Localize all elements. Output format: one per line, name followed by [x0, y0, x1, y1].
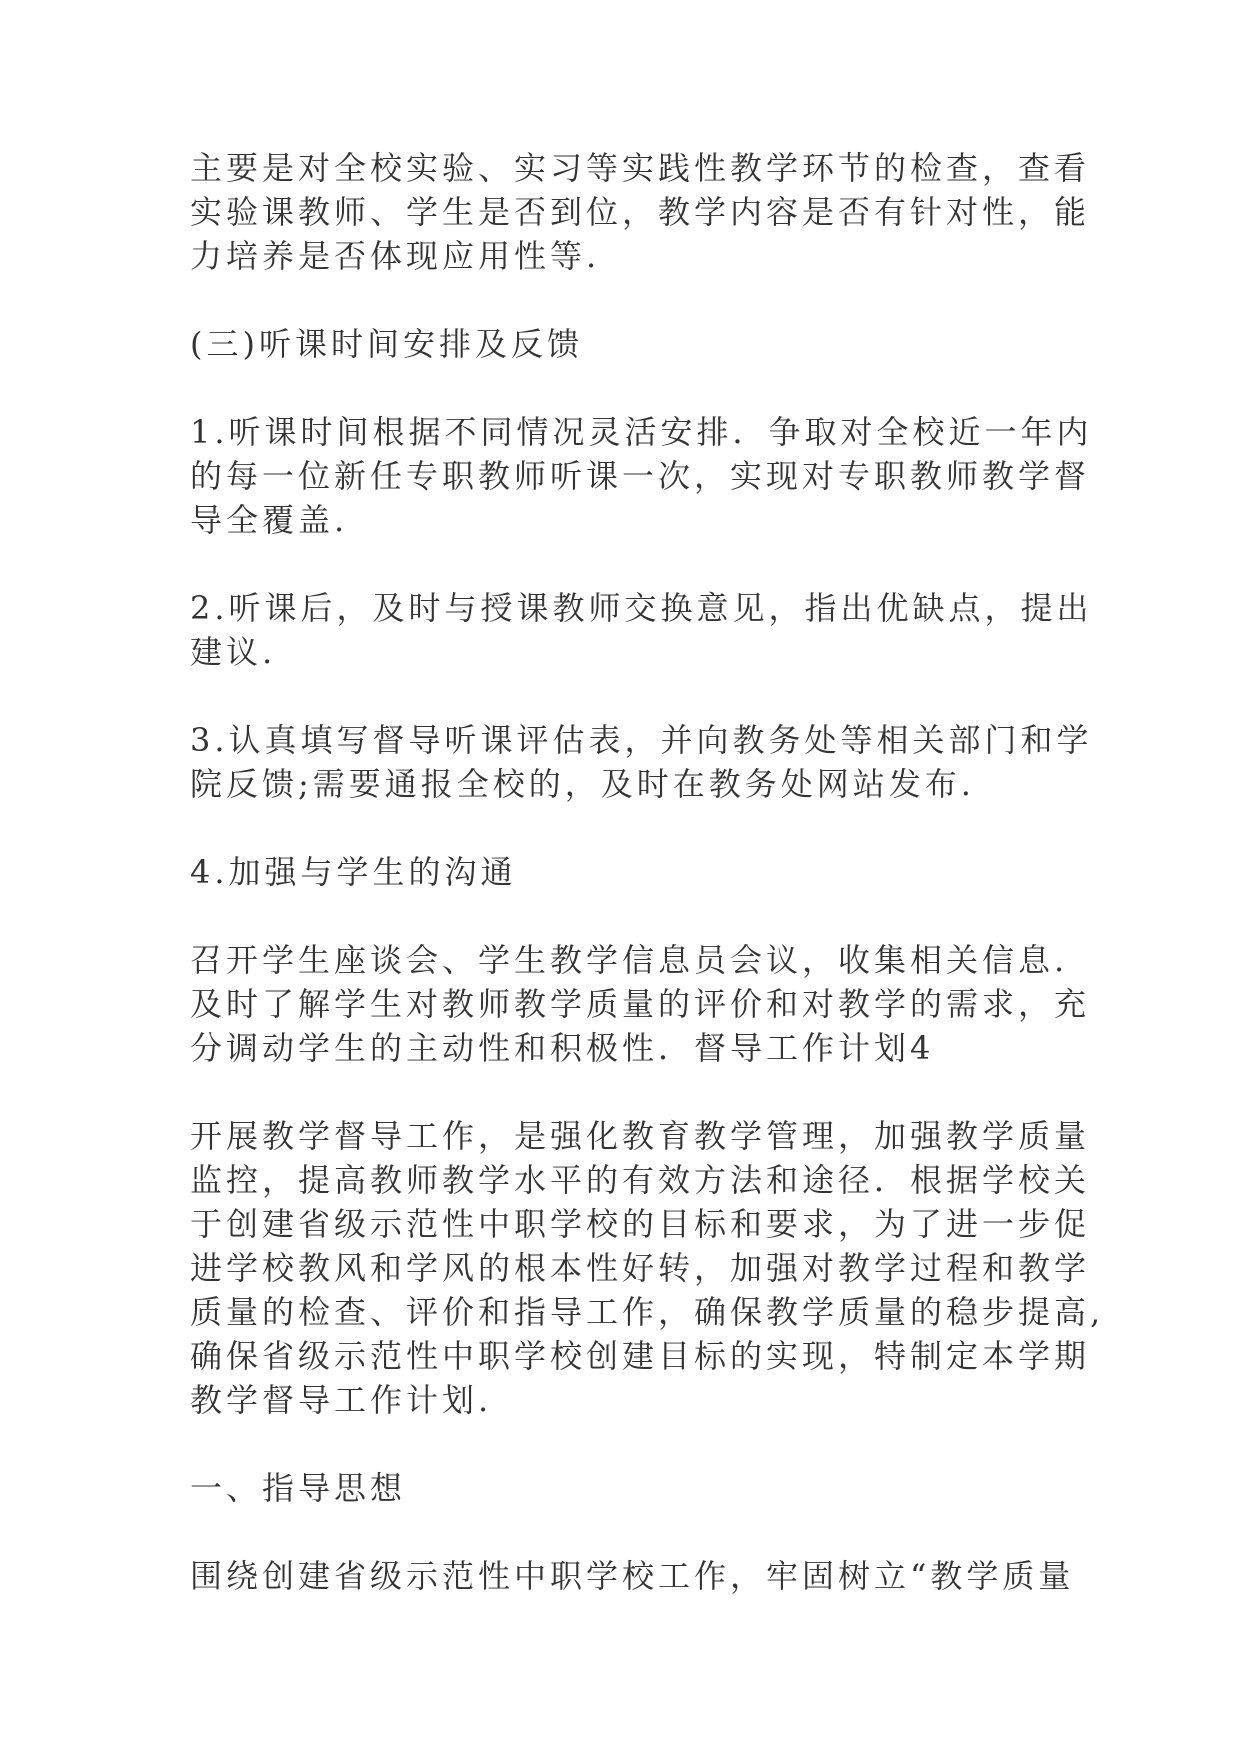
- paragraph: [190, 718, 1093, 806]
- text-line: 力培养是否体现应用性等.: [190, 237, 601, 275]
- paragraph: [190, 586, 1093, 674]
- text-line: 开展教学督导工作，是强化教育教学管理，加强教学质量: [190, 1117, 1091, 1155]
- text-line: 的每一位新任专职教师听课一次，实现对专职教师教学督: [190, 457, 1091, 495]
- paragraph: [190, 322, 1050, 366]
- text-line: 3.认真填写督导听课评估表，并向教务处等相关部门和学: [190, 721, 1093, 759]
- text-line: 建议.: [190, 633, 277, 671]
- text-line: 一、指导思想: [190, 1469, 407, 1507]
- paragraph: [190, 1466, 1050, 1510]
- paragraph: [190, 850, 1050, 894]
- text-line: 围绕创建省级示范性中职学校工作，牢固树立“教学质量: [190, 1557, 1075, 1595]
- text-line: 进学校教风和学风的根本性好转，加强对教学过程和教学: [190, 1249, 1091, 1287]
- text-line: 实验课教师、学生是否到位，教学内容是否有针对性，能: [190, 193, 1091, 231]
- paragraph: [190, 938, 1091, 1070]
- text-line: 导全覆盖.: [190, 501, 349, 539]
- paragraph: [190, 146, 1091, 278]
- document-body: [190, 146, 1105, 1642]
- text-line: (三)听课时间安排及反馈: [190, 325, 583, 363]
- text-line: 监控，提高教师教学水平的有效方法和途径．根据学校关: [190, 1161, 1091, 1199]
- text-line: 主要是对全校实验、实习等实践性教学环节的检查，查看: [190, 149, 1091, 187]
- text-line: 召开学生座谈会、学生教学信息员会议，收集相关信息.: [190, 941, 1069, 979]
- text-line: 2.听课后，及时与授课教师交换意见，指出优缺点，提出: [190, 589, 1093, 627]
- text-line: 4.加强与学生的沟通: [190, 853, 517, 891]
- paragraph: [190, 1554, 1075, 1598]
- text-line: 院反馈;需要通报全校的，及时在教务处网站发布.: [190, 765, 975, 803]
- text-line: 确保省级示范性中职学校创建目标的实现，特制定本学期: [190, 1337, 1091, 1375]
- text-line: 分调动学生的主动性和积极性．督导工作计划4: [190, 1029, 935, 1067]
- paragraph: [190, 1114, 1105, 1422]
- text-line: 教学督导工作计划.: [190, 1381, 493, 1419]
- text-line: 于创建省级示范性中职学校的目标和要求，为了进一步促: [190, 1205, 1091, 1243]
- text-line: 及时了解学生对教师教学质量的评价和对教学的需求，充: [190, 985, 1091, 1023]
- text-line: 1.听课时间根据不同情况灵活安排．争取对全校近一年内: [190, 413, 1093, 451]
- paragraph: [190, 410, 1093, 542]
- text-line: 质量的检查、评价和指导工作，确保教学质量的稳步提高,: [190, 1293, 1105, 1331]
